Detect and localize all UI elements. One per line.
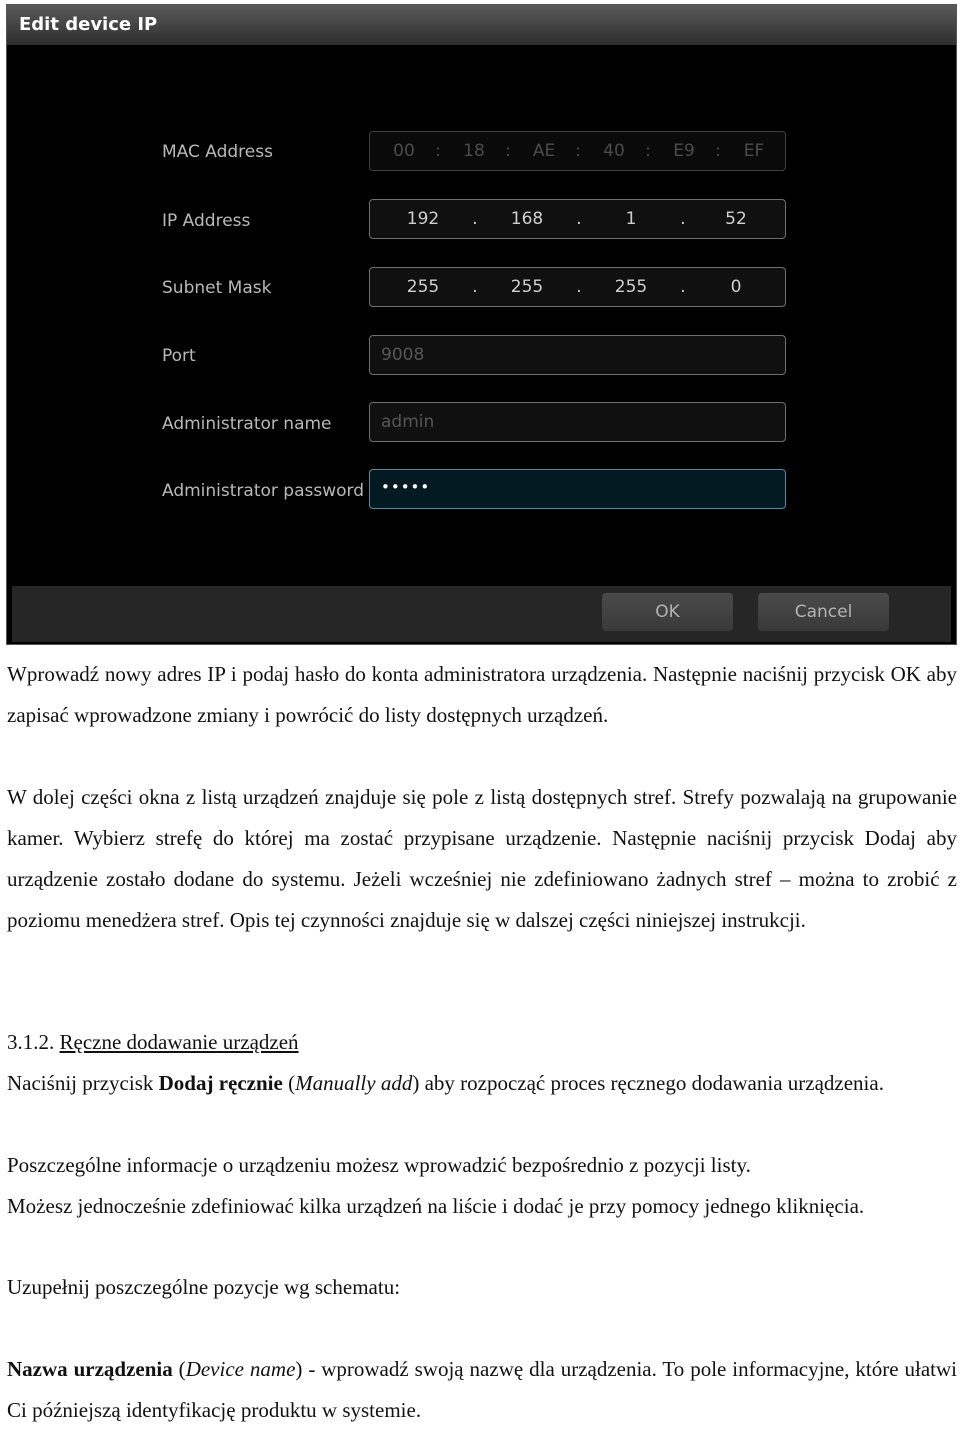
ip-separator: .	[472, 209, 478, 229]
mac-separator: :	[575, 141, 581, 161]
p3-text-post: ) aby rozpocząć proces ręcznego dodawania urządzenia.	[412, 1071, 884, 1095]
ip-address-label: IP Address	[162, 211, 251, 231]
p3-italic-english-name: Manually add	[295, 1071, 413, 1095]
administrator-name-label: Administrator name	[162, 414, 332, 434]
paragraph-device-info: Poszczególne informacje o urządzeniu możesz wprowadzić bezpośrednio z pozycji listy.	[7, 1153, 751, 1177]
mac-separator: :	[715, 141, 721, 161]
ip-octet[interactable]: 1	[625, 209, 637, 229]
ip-octet[interactable]: 168	[510, 209, 544, 229]
edit-device-ip-dialog	[6, 4, 957, 645]
cancel-button[interactable]: Cancel	[758, 593, 889, 631]
ip-address-field[interactable]	[369, 199, 786, 239]
mac-separator: :	[435, 141, 441, 161]
administrator-name-field[interactable]: admin	[369, 402, 786, 442]
mac-octet: 40	[603, 141, 625, 161]
p7-paren: (	[172, 1357, 186, 1381]
section-heading	[7, 1022, 957, 1063]
subnet-separator: .	[576, 277, 582, 297]
paragraph-fill-scheme: Uzupełnij poszczególne pozycje wg schematu:	[7, 1275, 401, 1299]
subnet-mask-label: Subnet Mask	[162, 278, 272, 298]
mac-octet: 18	[463, 141, 485, 161]
mac-address-label: MAC Address	[162, 142, 273, 162]
mac-octet: E9	[673, 141, 695, 161]
p7-bold-field-name: Nazwa urządzenia	[7, 1357, 173, 1381]
dialog-body	[12, 45, 951, 585]
administrator-password-label: Administrator password	[162, 481, 364, 501]
subnet-separator: .	[680, 277, 686, 297]
dialog-footer	[12, 586, 951, 642]
dialog-title: Edit device IP	[19, 14, 158, 35]
mac-octet: AE	[532, 141, 556, 161]
paragraph-multiple-devices: Możesz jednocześnie zdefiniować kilka urządzeń na liście i dodać je przy pomocy jednego kliknięcia.	[7, 1194, 865, 1218]
paragraph-manual-add	[7, 1063, 957, 1104]
mac-octet: 00	[393, 141, 415, 161]
ip-separator: .	[680, 209, 686, 229]
p7-text-post: ) - wprowadź swoją nazwę dla urządzenia. To pole informacyjne, które ułatwi Ci późniejszą identyfikację produktu w systemie.	[7, 1357, 958, 1422]
port-field[interactable]: 9008	[369, 335, 786, 375]
p3-paren: (	[282, 1071, 296, 1095]
mac-address-field	[369, 131, 786, 171]
subnet-octet[interactable]: 255	[614, 277, 648, 297]
paragraph-enter-ip: Wprowadź nowy adres IP i podaj hasło do konta administratora urządzenia. Następnie naciśnij przycisk OK aby zapisać wprowadzone zmiany i powrócić do listy dostępnych urządzeń.	[7, 662, 957, 727]
subnet-octet[interactable]: 0	[730, 277, 742, 297]
mac-separator: :	[505, 141, 511, 161]
section-number: 3.1.2.	[7, 1030, 55, 1054]
dialog-titlebar	[7, 5, 956, 45]
section-title: Ręczne dodawanie urządzeń	[59, 1030, 299, 1054]
subnet-octet[interactable]: 255	[510, 277, 544, 297]
paragraph-device-name	[7, 1349, 957, 1431]
port-label: Port	[162, 346, 196, 366]
subnet-separator: .	[472, 277, 478, 297]
password-mask: •••••	[381, 478, 431, 496]
ip-octet[interactable]: 192	[406, 209, 440, 229]
administrator-password-field[interactable]	[369, 469, 786, 509]
p3-text-pre: Naciśnij przycisk	[7, 1071, 159, 1095]
p3-bold-button-name: Dodaj ręcznie	[158, 1071, 283, 1095]
ip-octet[interactable]: 52	[725, 209, 747, 229]
mac-octet: EF	[743, 141, 765, 161]
ok-button[interactable]: OK	[602, 593, 733, 631]
subnet-mask-field[interactable]	[369, 267, 786, 307]
subnet-octet[interactable]: 255	[406, 277, 440, 297]
p7-italic-english-name: Device name	[185, 1357, 296, 1381]
ip-separator: .	[576, 209, 582, 229]
paragraph-zones: W dolej części okna z listą urządzeń znajduje się pole z listą dostępnych stref. Strefy pozwalają na grupowanie kamer. Wybierz strefę do której ma zostać przypisane urządzenie. Następnie naciśnij przycisk Dodaj aby urządzenie zostało dodane do systemu. Jeżeli wcześniej nie zdefiniowano żadnych stref – można to zrobić z poziomu menedżera stref. Opis tej czynności znajduje się w dalszej części niniejszej instrukcji.	[7, 785, 957, 932]
mac-separator: :	[645, 141, 651, 161]
